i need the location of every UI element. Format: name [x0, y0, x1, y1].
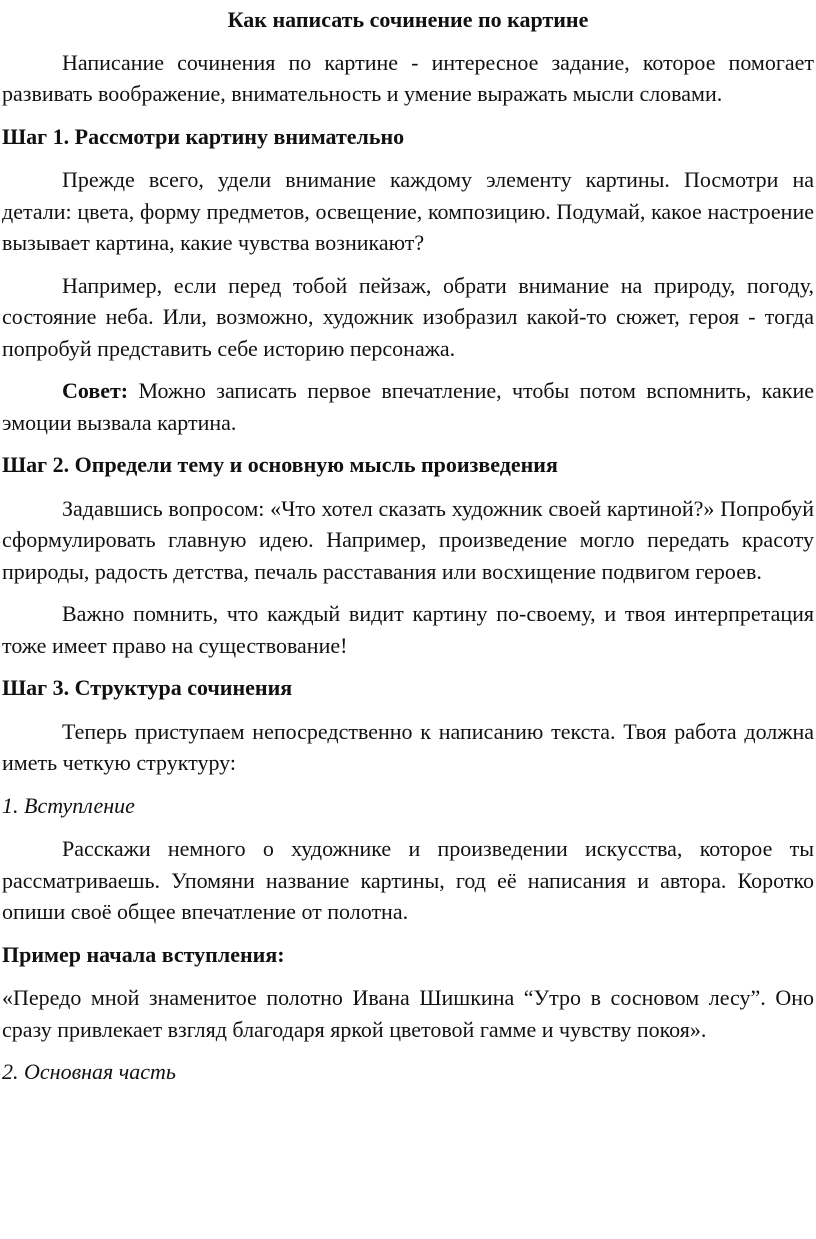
intro-paragraph: Написание сочинения по картине - интересное задание, которое помогает развивать воображение, внимательность и умение выражать мысли словами. — [2, 49, 814, 106]
example-heading: Пример начала вступления: — [2, 941, 285, 967]
tip-label: Совет: — [62, 378, 129, 403]
step1-paragraph-2: Например, если перед тобой пейзаж, обрати внимание на природу, погоду, состояние неба. Или, возможно, художник изобразил какой-то сюжет, героя - тогда попробуй представить себе историю персонажа. — [2, 272, 814, 361]
step1-heading: Шаг 1. Рассмотри картину внимательно — [2, 123, 405, 149]
main-section-subheading: 2. Основная часть — [2, 1059, 176, 1084]
intro-section-subheading: 1. Вступление — [2, 792, 135, 818]
step3-paragraph-1: Теперь приступаем непосредственно к написанию текста. Твоя работа должна иметь четкую структуру: — [2, 718, 814, 775]
step3-heading: Шаг 3. Структура сочинения — [2, 675, 293, 700]
step3-paragraph-2: Расскажи немного о художнике и произведении искусства, которое ты рассматриваешь. Упомяни название картины, год её написания и автора. Коротко опиши своё общее впечатление от полотна. — [2, 836, 814, 924]
example-paragraph: «Передо мной знаменитое полотно Ивана Шишкина “Утро в сосновом лесу”. Оно сразу привлекает взгляд благодаря яркой цветовой гамме и чувству покоя». — [2, 985, 814, 1042]
step1-tip — [2, 375, 814, 438]
step2-heading: Шаг 2. Определи тему и основную мысль произведения — [2, 452, 558, 477]
step2-paragraph-1: Задавшись вопросом: «Что хотел сказать художник своей картиной?» Попробуй сформулировать главную идею. Например, произведение могло передать красоту природы, радость детства, печаль расставания или восхищение подвигом героев. — [2, 495, 814, 584]
step1-paragraph-1: Прежде всего, удели внимание каждому элементу картины. Посмотри на детали: цвета, форму предметов, освещение, композицию. Подумай, какое настроение вызывает картина, какие чувства возникают? — [2, 167, 814, 255]
document-title: Как написать сочинение по картине — [227, 7, 589, 32]
tip-text: Можно записать первое впечатление, чтобы потом вспомнить, какие эмоции вызвала картина. — [2, 378, 814, 435]
step2-paragraph-2: Важно помнить, что каждый видит картину по-своему, и твоя интерпретация тоже имеет право на существование! — [2, 601, 814, 658]
